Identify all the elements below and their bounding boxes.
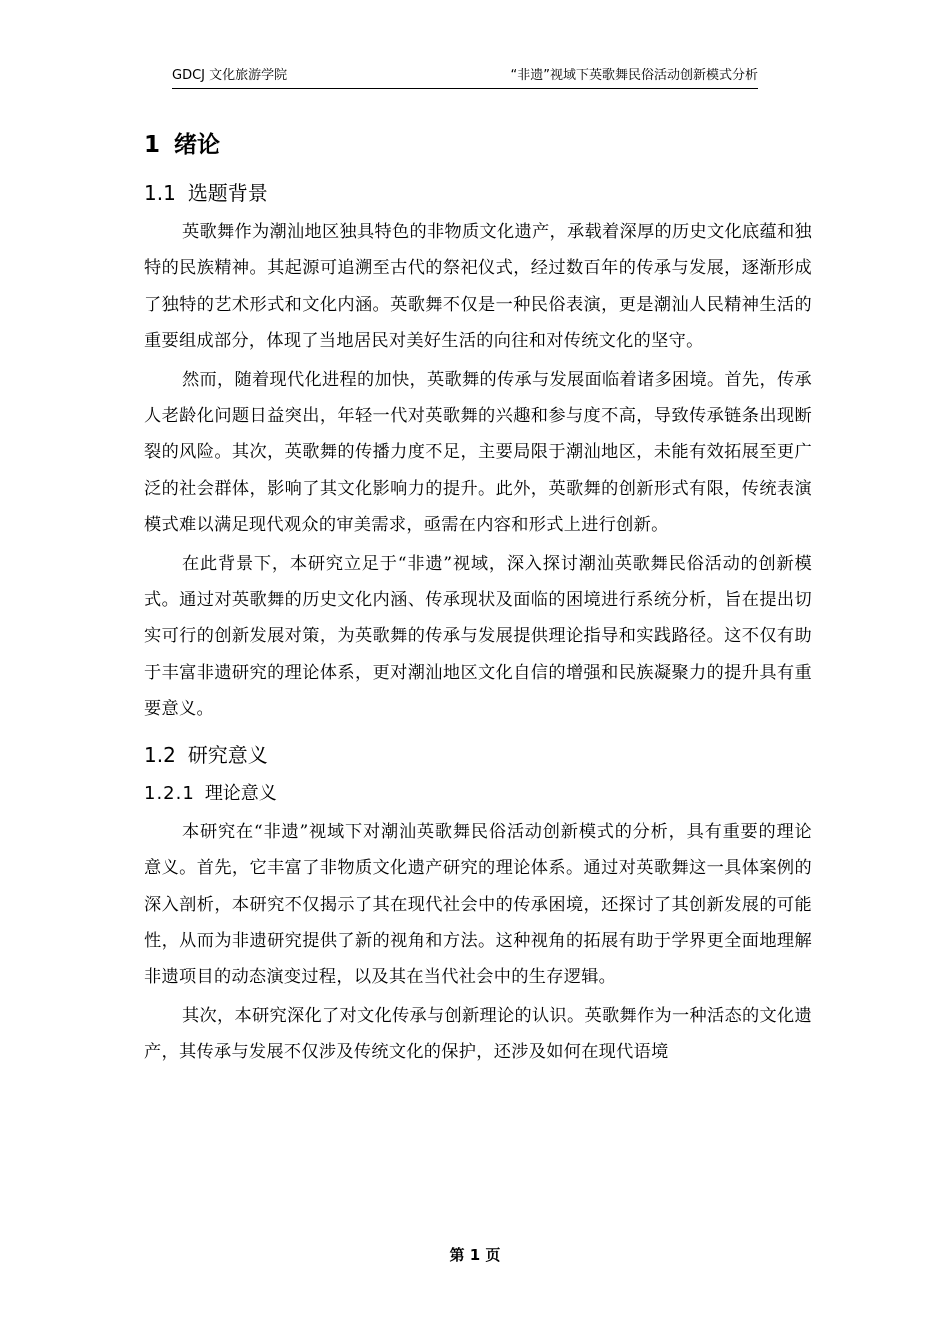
section-number: 1.1 [144, 181, 176, 205]
paragraph: 其次，本研究深化了对文化传承与创新理论的认识。英歌舞作为一种活态的文化遗产，其传承与发展不仅涉及传统文化的保护，还涉及如何在现代语境 [144, 1005, 812, 1063]
subsection-heading-1-2-1 [144, 776, 812, 812]
paragraph: 在此背景下，本研究立足于“非遗”视域，深入探讨潮汕英歌舞民俗活动的创新模式。通过对英歌舞的历史文化内涵、传承现状及面临的困境进行系统分析，旨在提出切实可行的创新发展对策，为英歌舞的传承与发展提供理论指导和实践路径。这不仅有助于丰富非遗研究的理论体系，更对潮汕地区文化自信的增强和民族凝聚力的提升具有重要意义。 [144, 553, 812, 720]
section-heading-1-2 [144, 736, 812, 774]
subsection-number: 1.2.1 [144, 782, 195, 804]
header-school-name: GDCJ 文化旅游学院 [172, 68, 288, 83]
paragraph: 然而，随着现代化进程的加快，英歌舞的传承与发展面临着诸多困境。首先，传承人老龄化问题日益突出，年轻一代对英歌舞的兴趣和参与度不高，导致传承链条出现断裂的风险。其次，英歌舞的传播力度不足，主要局限于潮汕地区，未能有效拓展至更广泛的社会群体，影响了其文化影响力的提升。此外，英歌舞的创新形式有限，传统表演模式难以满足现代观众的审美需求，亟需在内容和形式上进行创新。 [144, 369, 812, 536]
page-number: 第 1 页 [449, 1246, 501, 1264]
section-title: 选题背景 [187, 181, 268, 205]
subsection-title: 理论意义 [204, 782, 277, 804]
document-body [144, 126, 812, 1073]
paragraph: 英歌舞作为潮汕地区独具特色的非物质文化遗产，承载着深厚的历史文化底蕴和独特的民族精神。其起源可追溯至古代的祭祀仪式，经过数百年的传承与发展，逐渐形成了独特的艺术形式和文化内涵。英歌舞不仅是一种民俗表演，更是潮汕人民精神生活的重要组成部分，体现了当地居民对美好生活的向往和对传统文化的坚守。 [144, 222, 812, 352]
section-heading-1-1 [144, 174, 812, 212]
page-header [172, 66, 758, 89]
chapter-number: 1 [144, 132, 161, 158]
section-number: 1.2 [144, 742, 176, 767]
paragraph: 本研究在“非遗”视域下对潮汕英歌舞民俗活动创新模式的分析，具有重要的理论意义。首先，它丰富了非物质文化遗产研究的理论体系。通过对英歌舞这一具体案例的深入剖析，本研究不仅揭示了其在现代社会中的传承困境，还探讨了其创新发展的可能性，从而为非遗研究提供了新的视角和方法。这种视角的拓展有助于学界更全面地理解非遗项目的动态演变过程，以及其在当代社会中的生存逻辑。 [144, 821, 812, 988]
chapter-title: 绪论 [174, 132, 221, 158]
header-thesis-title: “非遗”视域下英歌舞民俗活动创新模式分析 [510, 68, 758, 83]
chapter-heading [144, 126, 812, 164]
section-title: 研究意义 [187, 742, 268, 767]
